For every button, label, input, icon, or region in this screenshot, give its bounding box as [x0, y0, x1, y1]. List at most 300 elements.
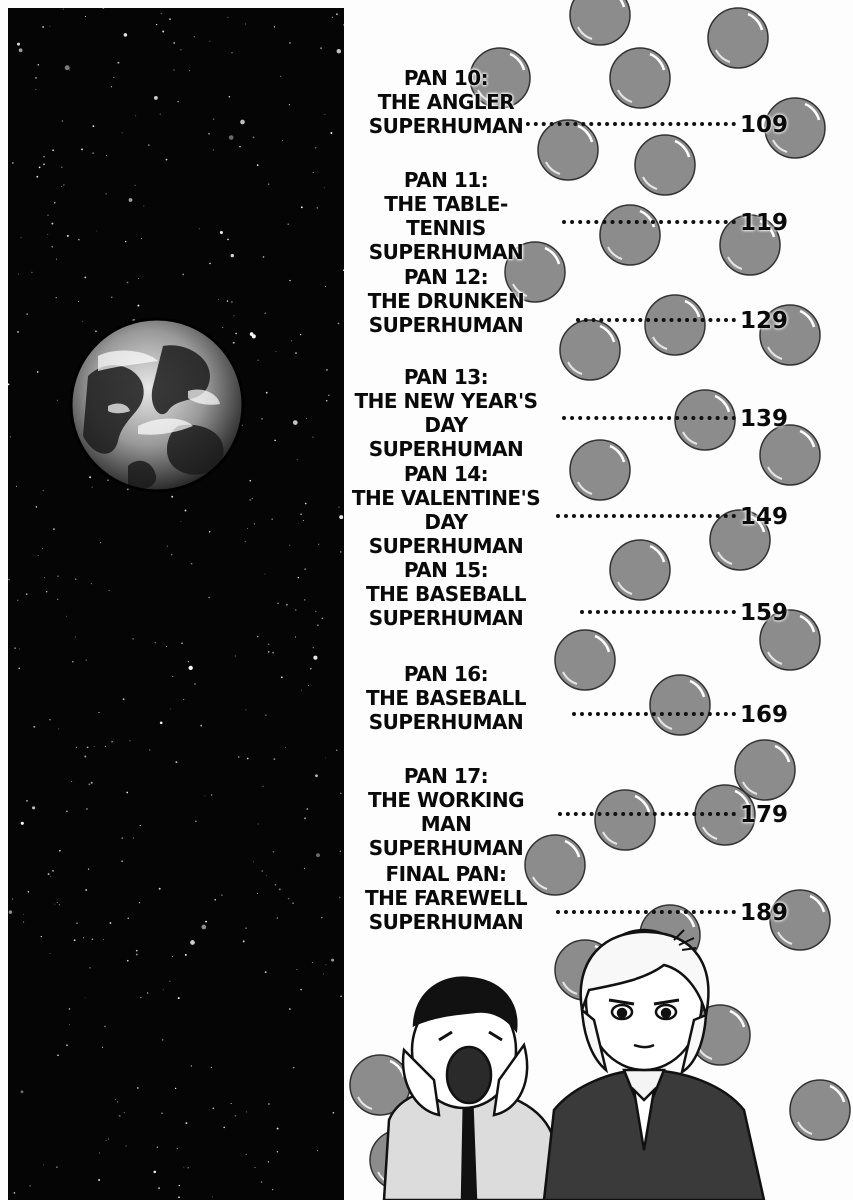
star	[52, 870, 54, 872]
bubble	[708, 8, 768, 68]
star	[245, 541, 246, 542]
star	[108, 1139, 109, 1140]
crying-boy-figure	[384, 978, 559, 1200]
star	[89, 967, 90, 968]
star	[161, 13, 162, 14]
star	[266, 875, 267, 876]
star	[308, 685, 309, 686]
star	[61, 167, 63, 169]
star	[287, 223, 289, 225]
star	[161, 1112, 163, 1114]
star	[26, 800, 28, 802]
star	[67, 235, 69, 237]
star	[331, 959, 334, 962]
star	[148, 144, 150, 146]
star	[173, 69, 174, 70]
star	[274, 26, 275, 27]
star	[289, 104, 290, 105]
star	[247, 528, 248, 529]
star	[160, 721, 163, 724]
star	[300, 989, 302, 991]
star	[172, 676, 173, 677]
star	[38, 555, 39, 556]
star	[324, 187, 325, 188]
star	[57, 1055, 59, 1057]
star	[235, 655, 236, 656]
star	[19, 649, 20, 650]
star	[53, 528, 55, 530]
star	[258, 824, 259, 825]
star	[98, 1179, 100, 1181]
bubble	[760, 425, 820, 485]
star	[88, 783, 90, 785]
star	[140, 825, 141, 826]
star	[66, 811, 68, 813]
star	[273, 758, 275, 760]
star	[72, 661, 74, 663]
star	[191, 563, 193, 565]
star	[76, 747, 77, 748]
star	[94, 746, 95, 747]
star	[275, 884, 277, 886]
star	[265, 715, 266, 716]
star	[17, 43, 20, 46]
star	[162, 31, 164, 33]
bubble	[610, 540, 670, 600]
star	[74, 939, 76, 941]
star	[46, 591, 47, 592]
star	[282, 140, 283, 141]
star	[175, 1088, 176, 1089]
star	[42, 26, 44, 28]
star	[257, 360, 258, 361]
bubble	[675, 390, 735, 450]
bubble	[538, 120, 598, 180]
star	[298, 577, 299, 578]
star	[12, 899, 13, 900]
star	[137, 1087, 139, 1089]
star	[42, 548, 43, 549]
star	[227, 300, 228, 301]
star	[315, 774, 318, 777]
star	[162, 1039, 163, 1040]
toc-entry[interactable]	[346, 265, 546, 337]
star	[179, 1185, 180, 1186]
dot-leader	[572, 712, 736, 716]
star	[325, 964, 326, 965]
star	[166, 159, 168, 161]
star	[229, 96, 231, 98]
star	[318, 544, 319, 545]
star	[100, 542, 101, 543]
star	[315, 611, 316, 612]
star	[333, 1112, 335, 1114]
page-number[interactable]: 119	[740, 210, 789, 236]
star	[280, 76, 281, 77]
star	[177, 101, 179, 103]
star	[59, 850, 61, 852]
star	[49, 953, 50, 954]
starfield	[8, 8, 344, 1200]
star	[26, 313, 27, 314]
star	[106, 155, 107, 156]
star	[32, 806, 35, 809]
star	[313, 172, 314, 173]
star	[111, 741, 113, 743]
star	[57, 575, 58, 576]
toc-entry[interactable]	[346, 66, 546, 138]
star	[17, 331, 19, 333]
star	[214, 899, 215, 900]
bubble	[635, 135, 695, 195]
star	[119, 1115, 121, 1117]
star	[306, 418, 307, 419]
star	[125, 241, 126, 242]
star	[78, 239, 79, 240]
star	[54, 202, 55, 203]
star	[322, 617, 324, 619]
star	[113, 77, 114, 78]
star	[171, 496, 173, 498]
toc-entry[interactable]	[346, 662, 546, 734]
star	[265, 313, 266, 314]
star	[19, 48, 23, 52]
star	[84, 756, 86, 758]
page-number[interactable]: 169	[740, 702, 789, 728]
star	[313, 437, 314, 438]
star	[156, 24, 157, 25]
star	[124, 1112, 125, 1113]
page-number[interactable]: 159	[740, 600, 789, 626]
star	[103, 939, 104, 940]
star	[109, 922, 111, 924]
star	[18, 274, 19, 275]
chapter-title: THE BASEBALL SUPERHUMAN	[365, 686, 526, 734]
star	[160, 114, 161, 115]
star	[115, 1099, 116, 1100]
star	[75, 578, 76, 579]
star	[323, 973, 324, 974]
toc-entry[interactable]	[346, 365, 546, 461]
star	[291, 340, 292, 341]
star	[23, 922, 24, 923]
star	[127, 960, 129, 962]
star	[137, 305, 139, 307]
chapter-title: THE DRUNKEN SUPERHUMAN	[367, 289, 525, 337]
star	[250, 499, 251, 500]
star	[285, 747, 286, 748]
star	[12, 162, 13, 163]
star	[175, 761, 177, 763]
chapter-title: THE VALENTINE'S DAY SUPERHUMAN	[351, 486, 541, 558]
star	[261, 418, 262, 419]
star	[84, 276, 86, 278]
star	[209, 41, 210, 42]
star	[231, 52, 232, 53]
star	[190, 940, 195, 945]
star	[17, 600, 18, 601]
bubble	[570, 440, 630, 500]
star	[212, 1196, 213, 1197]
star	[86, 660, 87, 661]
star	[173, 42, 175, 44]
star	[91, 583, 92, 584]
star	[85, 16, 86, 17]
star	[128, 918, 129, 919]
star	[133, 837, 134, 838]
star	[69, 1024, 70, 1025]
dot-leader	[580, 610, 736, 614]
star	[336, 750, 337, 751]
star	[286, 604, 288, 606]
star	[268, 651, 269, 652]
star	[325, 286, 326, 287]
star	[65, 65, 70, 70]
star	[231, 1103, 232, 1104]
star	[155, 642, 156, 643]
star	[246, 1111, 247, 1112]
star	[199, 228, 200, 229]
star	[136, 954, 138, 956]
star	[305, 503, 307, 505]
star	[39, 167, 41, 169]
star	[208, 597, 209, 598]
star	[272, 1189, 273, 1190]
star	[195, 821, 196, 822]
star	[181, 642, 183, 644]
dot-leader	[558, 812, 736, 816]
star	[154, 1171, 157, 1174]
star	[140, 997, 141, 998]
star	[325, 758, 326, 759]
star	[229, 135, 234, 140]
star	[306, 808, 308, 810]
star	[266, 392, 268, 394]
star	[245, 24, 246, 25]
star	[220, 231, 223, 234]
star	[63, 184, 64, 185]
star	[149, 749, 150, 750]
star	[292, 902, 294, 904]
toc-entry[interactable]	[346, 168, 546, 264]
star	[304, 868, 305, 869]
dot-leader	[576, 318, 736, 322]
star	[188, 1167, 189, 1168]
star	[265, 971, 267, 973]
bubble	[610, 48, 670, 108]
star	[301, 690, 302, 691]
star	[293, 420, 298, 425]
star	[62, 120, 63, 121]
star	[265, 574, 266, 575]
star	[240, 120, 245, 125]
star	[295, 609, 296, 610]
star	[21, 237, 22, 238]
star	[16, 486, 17, 487]
star	[253, 861, 254, 862]
chapter-title: THE NEW YEAR'S DAY SUPERHUMAN	[354, 389, 538, 461]
star	[262, 786, 263, 787]
star	[66, 1044, 68, 1046]
star	[295, 636, 296, 637]
chapter-title: THE BASEBALL SUPERHUMAN	[365, 582, 526, 630]
bubble	[600, 205, 660, 265]
star	[105, 746, 106, 747]
star	[223, 1127, 225, 1129]
star	[103, 8, 105, 9]
star	[43, 163, 45, 165]
star	[57, 400, 58, 401]
star	[289, 280, 290, 281]
star	[66, 616, 67, 617]
star	[33, 726, 35, 728]
toc-entry[interactable]	[346, 764, 546, 860]
star	[300, 334, 301, 335]
star	[35, 89, 36, 90]
chapter-label: PAN 15:	[403, 558, 489, 582]
star	[279, 888, 281, 890]
star	[63, 9, 64, 10]
star	[263, 256, 265, 258]
star	[121, 860, 122, 861]
star	[10, 436, 11, 437]
star	[49, 719, 50, 720]
star	[47, 215, 48, 216]
star	[44, 577, 45, 578]
page-number[interactable]: 149	[740, 504, 789, 530]
dot-leader	[562, 416, 736, 420]
star	[43, 1164, 44, 1165]
star	[257, 164, 259, 166]
star	[136, 950, 138, 952]
star	[43, 490, 44, 491]
star	[167, 546, 168, 547]
star	[37, 64, 39, 66]
star	[293, 1067, 295, 1069]
star	[213, 118, 215, 120]
star	[324, 114, 325, 115]
star	[316, 853, 320, 857]
page-number[interactable]: 139	[740, 406, 789, 432]
star	[23, 914, 24, 915]
star	[98, 712, 99, 713]
dot-leader	[556, 514, 736, 518]
star	[178, 997, 180, 999]
star	[313, 656, 317, 660]
star	[159, 888, 161, 890]
star	[268, 1161, 269, 1162]
page-number[interactable]: 179	[740, 802, 789, 828]
star	[315, 147, 317, 149]
star	[30, 1185, 31, 1186]
star	[83, 937, 84, 938]
page-number[interactable]: 129	[740, 308, 789, 334]
star	[109, 590, 110, 591]
star	[14, 647, 16, 649]
chapter-label: PAN 16:	[403, 662, 489, 686]
star	[88, 868, 89, 869]
star	[301, 206, 303, 208]
chapter-title: THE ANGLER SUPERHUMAN	[368, 90, 524, 138]
star	[126, 792, 128, 794]
star	[304, 568, 306, 570]
chapter-label: FINAL PAN:	[385, 862, 507, 886]
star	[268, 644, 269, 645]
star	[227, 239, 229, 241]
star	[205, 921, 207, 923]
star	[250, 332, 254, 336]
star	[143, 205, 144, 206]
star	[313, 647, 314, 648]
star	[51, 223, 53, 225]
star	[71, 781, 72, 782]
star	[261, 870, 263, 872]
star	[47, 234, 48, 235]
star	[201, 925, 206, 930]
star	[61, 186, 62, 187]
bubble	[555, 630, 615, 690]
star	[180, 49, 181, 50]
star	[123, 698, 125, 700]
chapter-title: THE WORKING MAN SUPERHUMAN	[367, 788, 525, 860]
star	[221, 894, 223, 896]
page-number[interactable]: 189	[740, 900, 789, 926]
star	[227, 17, 228, 18]
star	[129, 740, 130, 741]
star	[183, 699, 184, 700]
star	[268, 1103, 270, 1105]
star	[271, 518, 273, 520]
toc-entry[interactable]	[346, 462, 546, 558]
star	[296, 969, 297, 970]
star	[312, 962, 313, 963]
star	[8, 579, 10, 581]
star	[188, 661, 189, 662]
star	[154, 96, 158, 100]
star	[326, 400, 327, 401]
star	[180, 521, 181, 522]
star	[81, 148, 83, 150]
star	[247, 758, 249, 760]
star	[129, 198, 133, 202]
toc-entry[interactable]	[346, 558, 546, 630]
star	[147, 992, 148, 993]
star	[332, 17, 333, 18]
star	[310, 668, 312, 670]
star	[169, 18, 171, 20]
star	[326, 369, 328, 371]
star	[57, 902, 58, 903]
star	[19, 668, 21, 670]
bubble	[560, 320, 620, 380]
star	[185, 510, 187, 512]
star	[69, 1008, 71, 1010]
star	[41, 936, 42, 937]
star	[321, 917, 322, 918]
star	[245, 709, 246, 710]
star	[117, 1101, 118, 1102]
star	[185, 954, 187, 956]
page-number[interactable]: 109	[740, 112, 789, 138]
star	[117, 62, 119, 64]
star	[289, 1008, 291, 1010]
star	[218, 299, 219, 300]
star	[122, 132, 123, 133]
star	[171, 554, 173, 556]
star	[177, 1148, 178, 1149]
star	[231, 301, 233, 303]
star	[85, 998, 86, 999]
